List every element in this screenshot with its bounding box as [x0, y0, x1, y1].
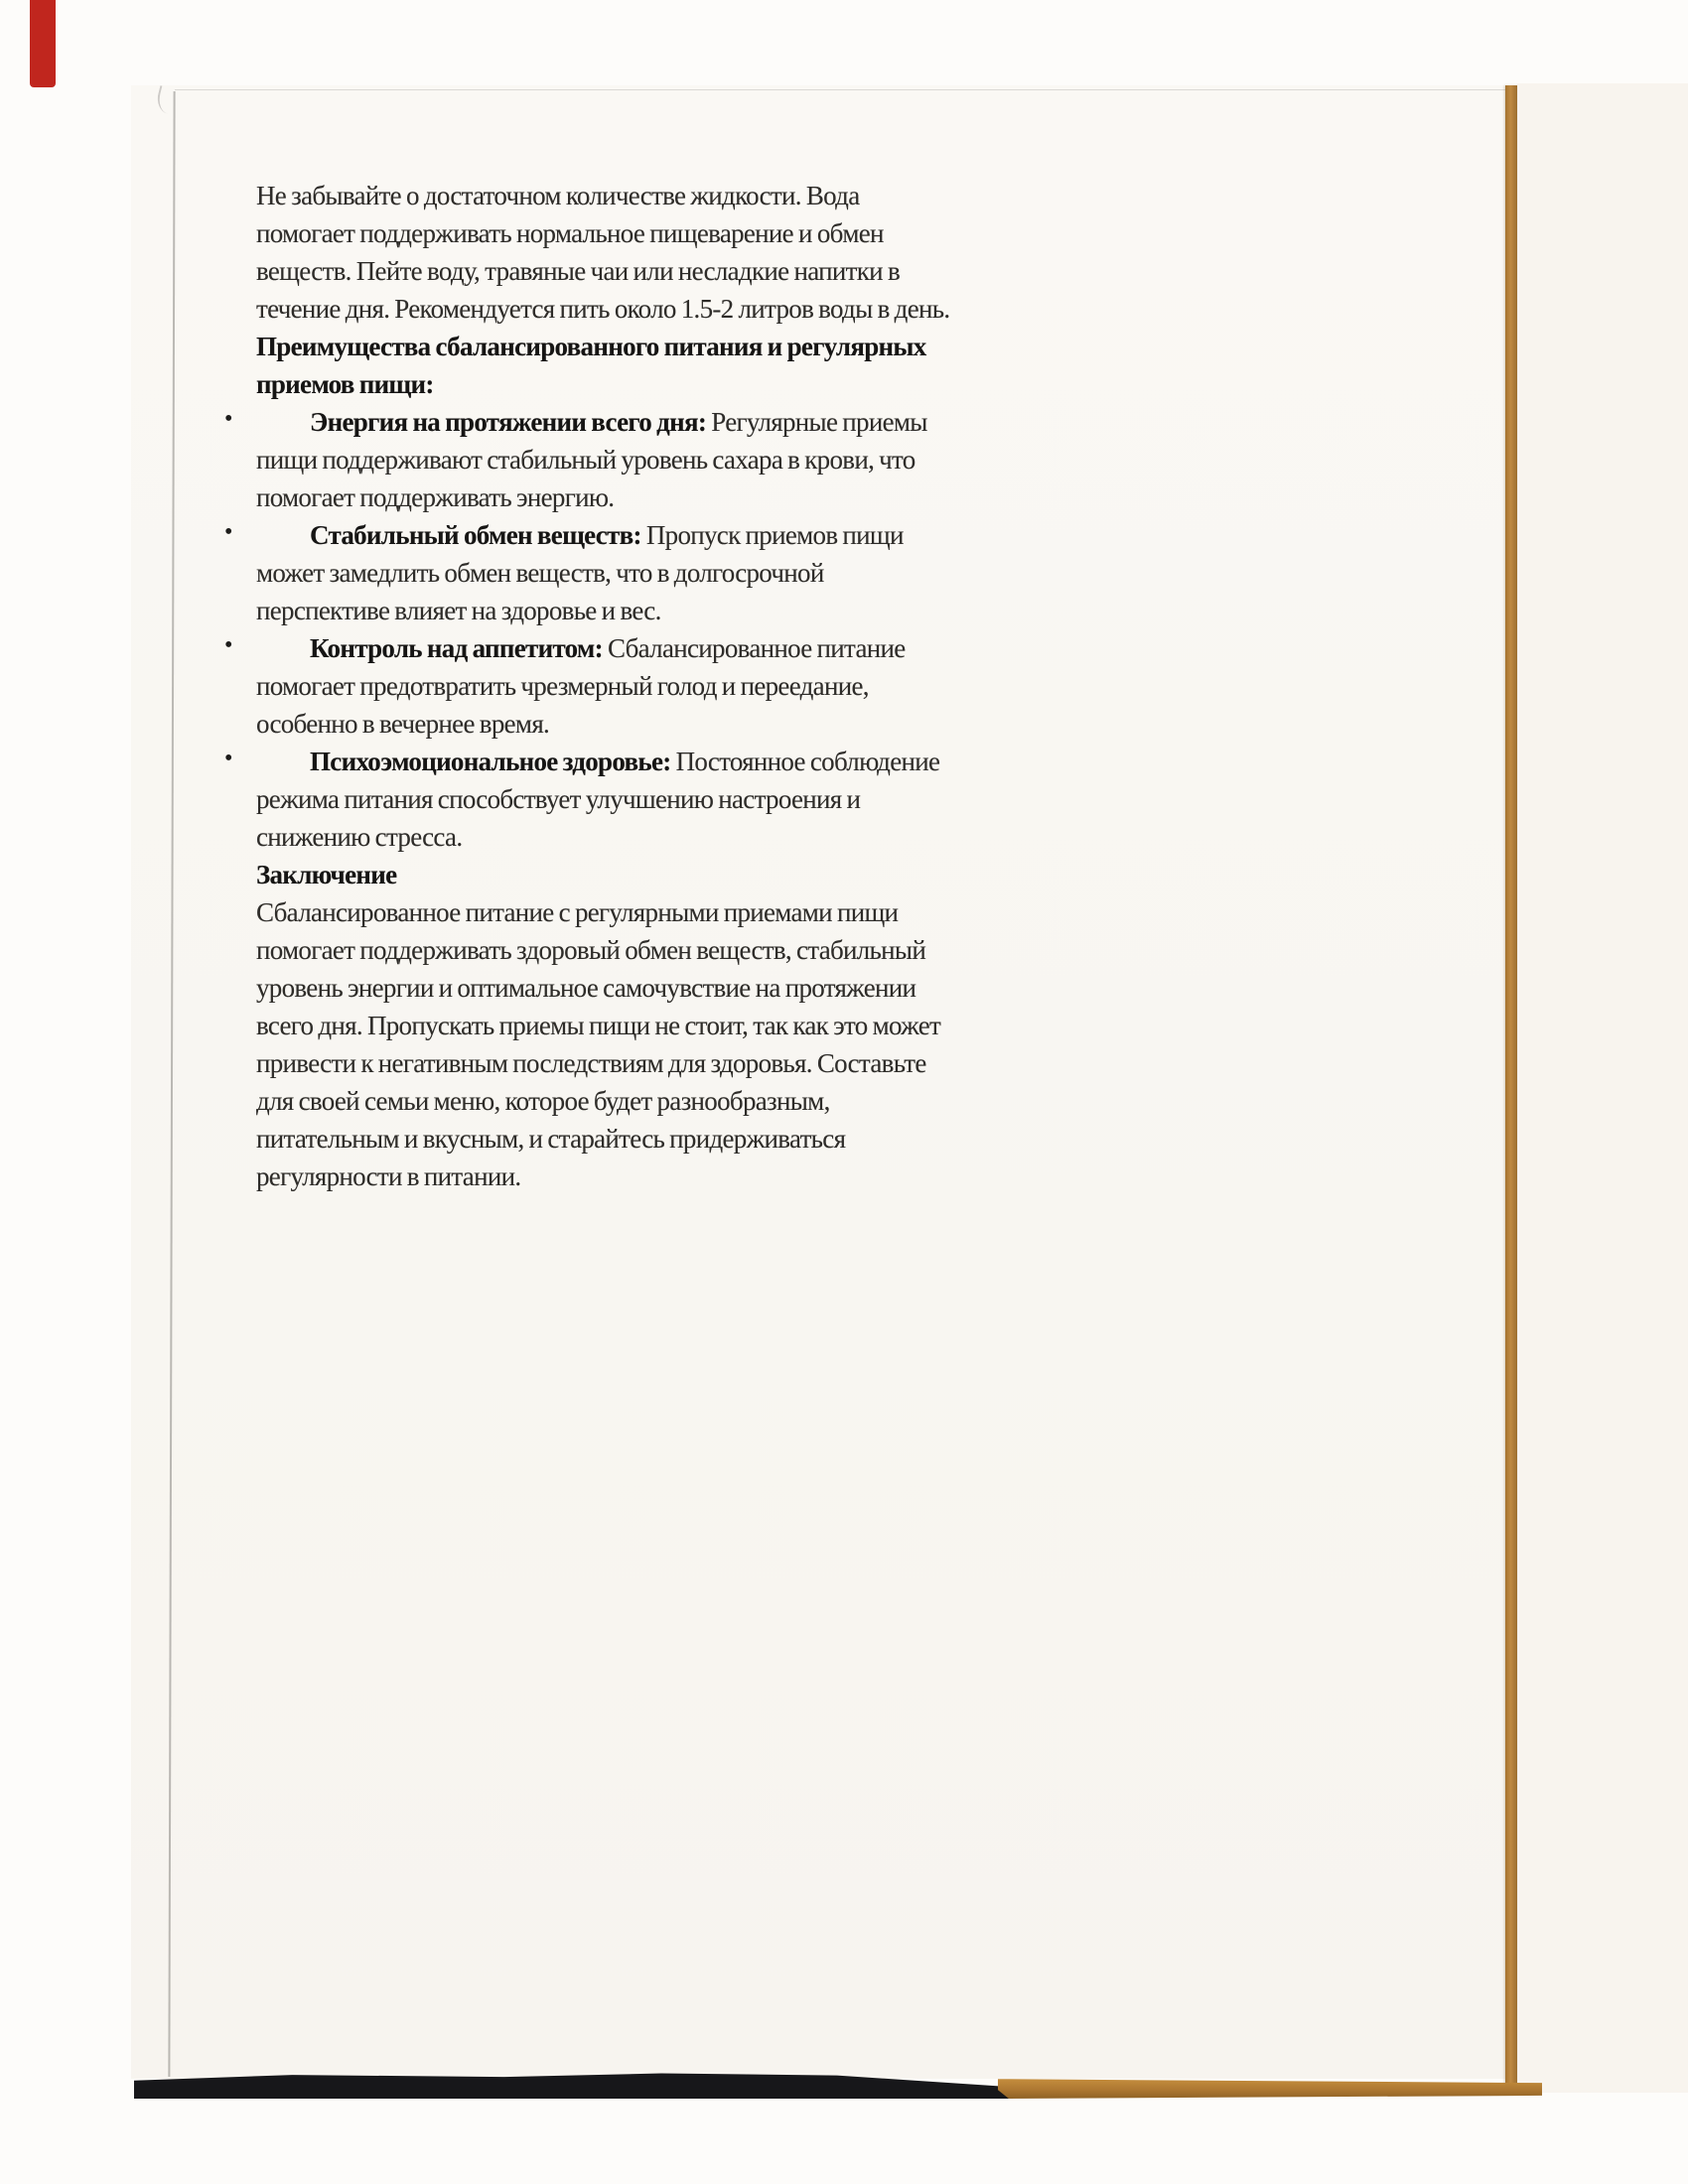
- bullet-icon: •: [224, 632, 232, 658]
- book-spine-strip: [1505, 85, 1517, 2085]
- bullet-text: Регулярные приемы пищи поддерживают стабильный уровень сахара в крови, что помогает поддерживать энергию.: [256, 407, 927, 512]
- bullet-icon: •: [224, 746, 232, 771]
- conclusion-paragraph: Сбалансированное питание с регулярными приемами пищи помогает поддерживать здоровый обмен веществ, стабильный уровень энергии и оптимальное самочувствие на протяжении всего дня. Пропускать приемы пищи не стоит, так как это может привести к негативным последствиям для здоровья. Составьте для своей семьи меню, которое будет разнообразным, питательным и вкусным, и старайтесь придерживаться регулярности в питании.: [256, 897, 941, 1191]
- bullet-text: Постоянное соблюдение режима питания способствует улучшению настроения и снижению стресса.: [256, 747, 940, 852]
- bullet-text: Пропуск приемов пищи может замедлить обмен веществ, что в долгосрочной перспективе влияет на здоровье и вес.: [256, 520, 904, 625]
- bullet-icon: •: [224, 406, 232, 432]
- bullet-term: Психоэмоциональное здоровье:: [310, 747, 671, 776]
- list-item: [224, 629, 957, 743]
- list-item: [224, 403, 957, 516]
- scanner-red-artifact: [30, 0, 56, 87]
- benefits-heading: Преимущества сбалансированного питания и регулярных приемов пищи:: [256, 332, 926, 399]
- scan-background-right: [1517, 83, 1688, 2093]
- bullet-term: Энергия на протяжении всего дня:: [310, 407, 707, 437]
- bullet-term: Контроль над аппетитом:: [310, 633, 603, 663]
- intro-paragraph: Не забывайте о достаточном количестве жидкости. Вода помогает поддерживать нормальное пищеварение и обмен веществ. Пейте воду, травяные чаи или несладкие напитки в течение дня. Рекомендуется пить около 1.5-2 литров воды в день.: [256, 181, 950, 324]
- benefits-list: [224, 403, 957, 856]
- bullet-text: Сбалансированное питание помогает предотвратить чрезмерный голод и переедание, особенно в вечернее время.: [256, 633, 906, 739]
- page-edge-top: [175, 89, 1505, 90]
- bullet-term: Стабильный обмен веществ:: [310, 520, 641, 550]
- spine-band-bottom: [998, 2077, 1542, 2099]
- bullet-icon: •: [224, 519, 232, 545]
- conclusion-heading: Заключение: [256, 860, 397, 889]
- document-text: [224, 177, 957, 1195]
- list-item: [224, 743, 957, 856]
- list-item: [224, 516, 957, 629]
